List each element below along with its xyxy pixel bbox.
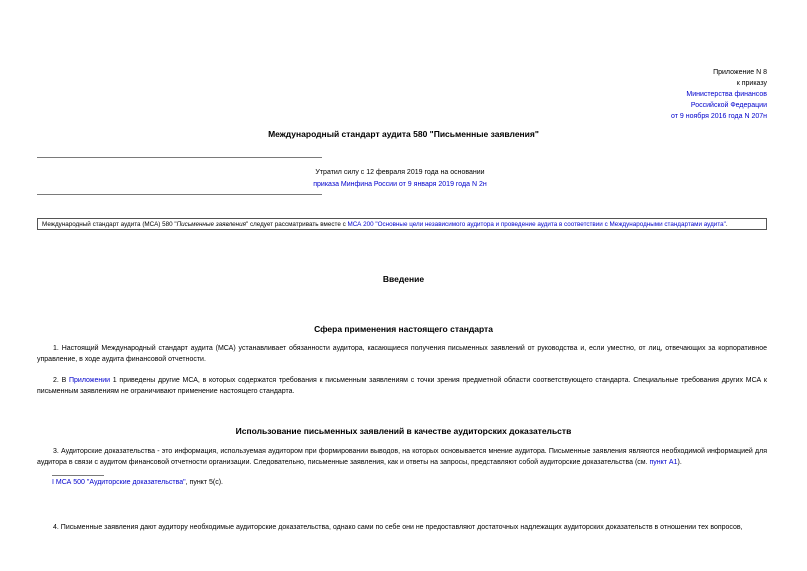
- header-federation-link[interactable]: Российской Федерации: [690, 102, 767, 109]
- status-text: Утратил силу с 12 февраля 2019 года на основании: [315, 169, 485, 176]
- header-date-link[interactable]: от 9 ноября 2016 года N 207н: [671, 113, 767, 120]
- paragraph-2-appendix-link[interactable]: Приложении: [68, 377, 111, 384]
- paragraph-4: [37, 522, 767, 533]
- paragraph-2-text-b: 1 приведены другие МСА, в которых содержатся требования к письменным заявлениям с точки зрения предметной области соответствующего стандарта. Специальные требования других МСА к письменным заявлениям не ограничивают применение настоящего стандарта.: [37, 377, 767, 395]
- status-rule-top: [37, 157, 322, 158]
- header-block: [567, 67, 767, 122]
- footnote-marker[interactable]: I: [52, 479, 54, 486]
- header-ministry-link[interactable]: Министерства финансов: [686, 91, 767, 98]
- section-scope-heading: Сфера применения настоящего стандарта: [314, 324, 493, 334]
- footnote: [52, 478, 223, 488]
- note-italic: Письменные заявления: [176, 221, 246, 228]
- note-box: [37, 218, 767, 230]
- section-intro-heading: Введение: [382, 274, 425, 284]
- paragraph-3-text-b: . Письменные заявления являются необходимой информацией для аудитора в связи с аудитом финансовой отчетности организации. Следовательно, письменные заявления, как и ответы на запросы, представляют собой аудиторские доказательства (см.: [37, 448, 767, 466]
- footnote-suffix: , пункт 5(с).: [185, 479, 223, 486]
- footnote-rule: [52, 475, 104, 476]
- note-prefix: Международный стандарт аудита (МСА) 580 ": [42, 221, 177, 228]
- section-usage-heading: Использование письменных заявлений в качестве аудиторских доказательств: [235, 426, 572, 436]
- paragraph-2-text-a: 2. В: [53, 377, 69, 384]
- note-msa200-link[interactable]: МСА 200 "Основные цели независимого аудитора и проведение аудита в соответствии с Международными стандартами аудита": [347, 221, 726, 228]
- status-order-link[interactable]: приказа Минфина России от 9 января 2019 года N 2н: [313, 181, 487, 188]
- paragraph-3-point-a1-link[interactable]: пункт A1: [649, 459, 678, 466]
- paragraph-3: [37, 446, 767, 468]
- paragraph-4-text: 4. Письменные заявления дают аудитору необходимые аудиторские доказательства, однако сами по себе они не предоставляют достаточных надлежащих аудиторских доказательств в отношении тех вопросов,: [53, 524, 743, 531]
- note-middle: " следует рассматривать вместе с: [245, 221, 348, 228]
- paragraph-3-text-a: 3. Аудиторские доказательства - это информация, используемая аудитором при формировании выводов, на которых основывается мнение аудитора: [53, 448, 545, 455]
- paragraph-2: [37, 375, 767, 397]
- paragraph-3-text-c: ).: [677, 459, 682, 466]
- paragraph-1: [37, 343, 767, 365]
- status-block: [250, 167, 550, 191]
- paragraph-1-text: 1. Настоящий Международный стандарт аудита (МСА) устанавливает обязанности аудитора, касающиеся получения письменных заявлений от руководства и, если уместно, от лиц, отвечающих за корпоративное управление, в ходе аудита финансовой отчетности.: [37, 345, 767, 363]
- document-title: Международный стандарт аудита 580 "Письменные заявления": [268, 129, 539, 139]
- status-rule-bottom: [37, 194, 322, 195]
- header-appendix: Приложение N 8: [713, 69, 767, 76]
- footnote-msa500-link[interactable]: МСА 500 "Аудиторские доказательства": [55, 479, 186, 486]
- note-suffix: .: [725, 221, 728, 228]
- header-to-order: к приказу: [736, 80, 767, 87]
